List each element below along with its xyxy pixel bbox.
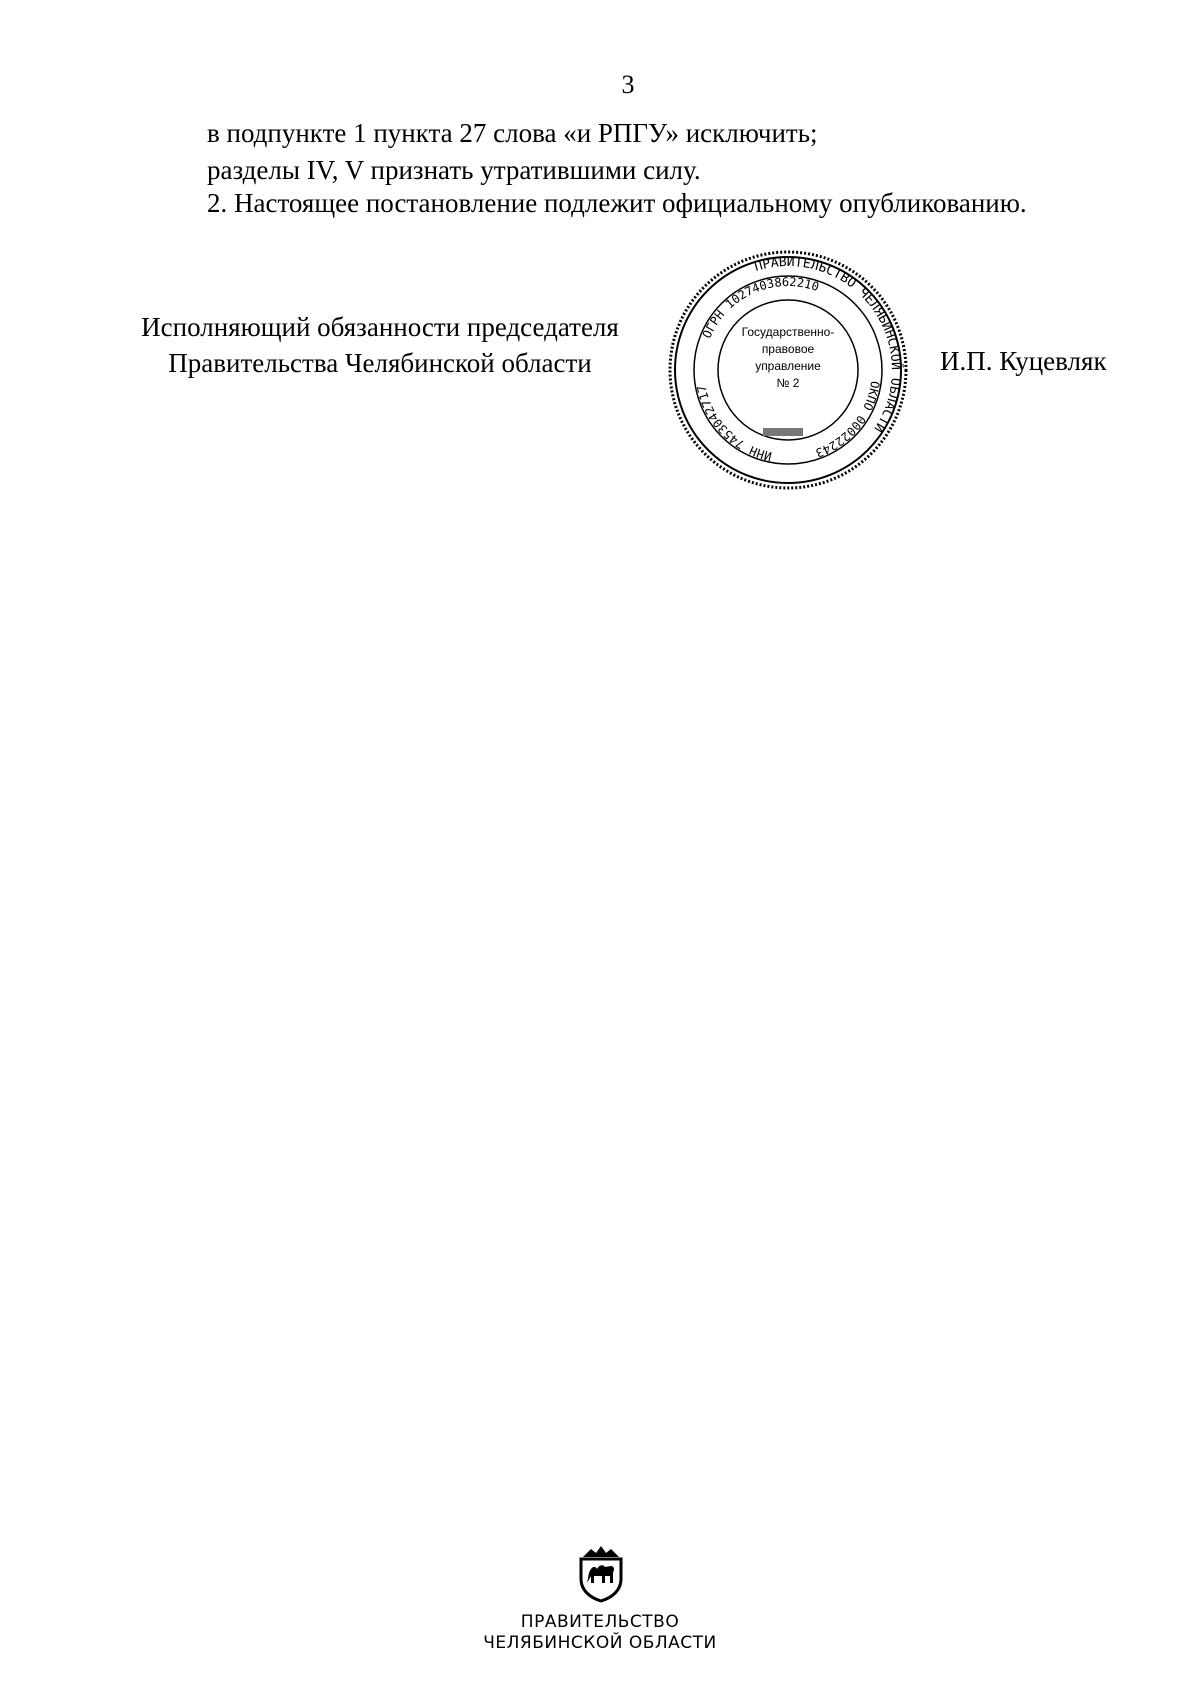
body-text-line: 2. Настоящее постановление подлежит официальному опубликованию.	[207, 188, 1027, 218]
body-text-line: в подпункте 1 пункта 27 слова «и РПГУ» исключить;	[207, 118, 818, 148]
signatory-title-line: Правительства Челябинской области	[168, 348, 592, 378]
footer-line: ЧЕЛЯБИНСКОЙ ОБЛАСТИ	[483, 1633, 717, 1653]
svg-text:ИНН 7453042717	[694, 384, 773, 463]
signatory-title-line: Исполняющий обязанности председателя	[141, 312, 619, 342]
body-text-line: разделы IV, V признать утратившими силу.	[207, 155, 701, 185]
seal-center-line: № 2	[776, 376, 800, 390]
seal-center-text	[728, 324, 848, 392]
seal-center-line: управление	[755, 359, 821, 373]
seal-okpo-text: ОКПО 00022243	[813, 380, 883, 460]
coat-of-arms-icon	[573, 1543, 629, 1603]
page-number: 3	[621, 70, 635, 99]
svg-text:ОКПО 00022243	[814, 380, 883, 460]
seal-outer-text: ПРАВИТЕЛЬСТВО ЧЕЛЯБИНСКОЙ ОБЛАСТИ	[752, 254, 904, 435]
seal-inn-text: ИНН 7453042717	[694, 383, 774, 464]
seal-center-line: правовое	[761, 342, 815, 356]
signatory-name: И.П. Куцевляк	[940, 346, 1107, 376]
signatory-title	[120, 309, 640, 381]
footer-organization	[0, 1612, 1200, 1654]
seal-center-line: Государственно-	[741, 325, 835, 339]
footer-line: ПРАВИТЕЛЬСТВО	[520, 1612, 680, 1632]
seal-ogrn-text: ОГРН 1027403862210	[699, 274, 821, 341]
